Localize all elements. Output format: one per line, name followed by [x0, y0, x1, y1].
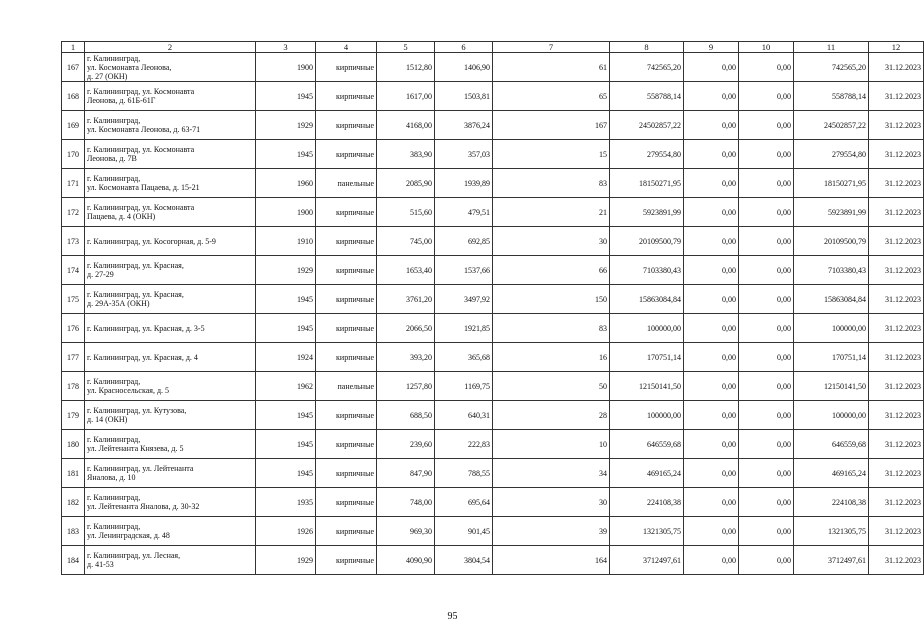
cost-total-cell: 3712497,61 — [610, 546, 684, 575]
living-area-cell: 640,31 — [435, 401, 493, 430]
column-number: 11 — [794, 42, 869, 53]
living-area-cell: 1921,85 — [435, 314, 493, 343]
cost-total-cell: 7103380,43 — [610, 256, 684, 285]
living-area-cell: 365,68 — [435, 343, 493, 372]
deadline-cell: 31.12.2023 — [869, 488, 924, 517]
residents-cell: 167 — [493, 111, 610, 140]
total-area-cell: 2085,90 — [377, 169, 435, 198]
total-area-cell: 1653,40 — [377, 256, 435, 285]
wall-material-cell: кирпичные — [316, 488, 377, 517]
wall-material-cell: кирпичные — [316, 82, 377, 111]
year-cell: 1929 — [256, 546, 316, 575]
cost-fund-cell: 0,00 — [684, 111, 739, 140]
total-area-cell: 3761,20 — [377, 285, 435, 314]
table-row — [62, 198, 924, 227]
residents-cell: 10 — [493, 430, 610, 459]
cost-owners-cell: 224108,38 — [794, 488, 869, 517]
cost-fund-cell: 0,00 — [684, 82, 739, 111]
living-area-cell: 1503,81 — [435, 82, 493, 111]
address-cell: г. Калининград, ул. Ленинградская, д. 48 — [85, 517, 256, 546]
residents-cell: 21 — [493, 198, 610, 227]
table-body — [62, 53, 924, 575]
cost-fund-cell: 0,00 — [684, 314, 739, 343]
deadline-cell: 31.12.2023 — [869, 546, 924, 575]
row-number: 180 — [62, 430, 85, 459]
living-area-cell: 222,83 — [435, 430, 493, 459]
table-row — [62, 517, 924, 546]
year-cell: 1945 — [256, 314, 316, 343]
table-row — [62, 430, 924, 459]
address-cell: г. Калининград, ул. Кутузова, д. 14 (ОКН) — [85, 401, 256, 430]
cost-total-cell: 20109500,79 — [610, 227, 684, 256]
wall-material-cell: кирпичные — [316, 256, 377, 285]
total-area-cell: 847,90 — [377, 459, 435, 488]
row-number: 182 — [62, 488, 85, 517]
deadline-cell: 31.12.2023 — [869, 343, 924, 372]
living-area-cell: 479,51 — [435, 198, 493, 227]
cost-owners-cell: 170751,14 — [794, 343, 869, 372]
address-cell: г. Калининград, ул. Лейтенанта Князева, д. 5 — [85, 430, 256, 459]
cost-fund-cell: 0,00 — [684, 227, 739, 256]
residents-cell: 50 — [493, 372, 610, 401]
deadline-cell: 31.12.2023 — [869, 169, 924, 198]
page-number: 95 — [447, 611, 458, 622]
cost-fund-cell: 0,00 — [684, 459, 739, 488]
cost-budget-cell: 0,00 — [739, 372, 794, 401]
table-row — [62, 285, 924, 314]
year-cell: 1929 — [256, 111, 316, 140]
cost-owners-cell: 646559,68 — [794, 430, 869, 459]
cost-budget-cell: 0,00 — [739, 256, 794, 285]
row-number: 174 — [62, 256, 85, 285]
year-cell: 1960 — [256, 169, 316, 198]
cost-owners-cell: 3712497,61 — [794, 546, 869, 575]
deadline-cell: 31.12.2023 — [869, 111, 924, 140]
deadline-cell: 31.12.2023 — [869, 256, 924, 285]
row-number: 173 — [62, 227, 85, 256]
deadline-cell: 31.12.2023 — [869, 53, 924, 82]
year-cell: 1945 — [256, 285, 316, 314]
cost-budget-cell: 0,00 — [739, 227, 794, 256]
table-row — [62, 256, 924, 285]
address-cell: г. Калининград, ул. Космонавта Пацаева, д. 4 (ОКН) — [85, 198, 256, 227]
year-cell: 1910 — [256, 227, 316, 256]
cost-budget-cell: 0,00 — [739, 517, 794, 546]
year-cell: 1945 — [256, 401, 316, 430]
year-cell: 1926 — [256, 517, 316, 546]
table-row — [62, 488, 924, 517]
cost-owners-cell: 100000,00 — [794, 401, 869, 430]
wall-material-cell: кирпичные — [316, 459, 377, 488]
total-area-cell: 1512,80 — [377, 53, 435, 82]
address-cell: г. Калининград, ул. Космонавта Леонова, д. 63-71 — [85, 111, 256, 140]
cost-budget-cell: 0,00 — [739, 82, 794, 111]
row-number: 172 — [62, 198, 85, 227]
cost-total-cell: 279554,80 — [610, 140, 684, 169]
row-number: 171 — [62, 169, 85, 198]
address-cell: г. Калининград, ул. Космонавта Леонова, д. 7В — [85, 140, 256, 169]
column-number: 10 — [739, 42, 794, 53]
residents-cell: 83 — [493, 314, 610, 343]
address-cell: г. Калининград, ул. Красносельская, д. 5 — [85, 372, 256, 401]
cost-fund-cell: 0,00 — [684, 488, 739, 517]
total-area-cell: 1617,00 — [377, 82, 435, 111]
column-number: 1 — [62, 42, 85, 53]
living-area-cell: 3876,24 — [435, 111, 493, 140]
cost-budget-cell: 0,00 — [739, 285, 794, 314]
cost-owners-cell: 100000,00 — [794, 314, 869, 343]
cost-total-cell: 558788,14 — [610, 82, 684, 111]
total-area-cell: 745,00 — [377, 227, 435, 256]
column-number: 7 — [493, 42, 610, 53]
total-area-cell: 688,50 — [377, 401, 435, 430]
cost-total-cell: 224108,38 — [610, 488, 684, 517]
deadline-cell: 31.12.2023 — [869, 140, 924, 169]
cost-fund-cell: 0,00 — [684, 546, 739, 575]
residents-cell: 39 — [493, 517, 610, 546]
year-cell: 1945 — [256, 140, 316, 169]
cost-owners-cell: 279554,80 — [794, 140, 869, 169]
cost-fund-cell: 0,00 — [684, 198, 739, 227]
column-number: 2 — [85, 42, 256, 53]
cost-budget-cell: 0,00 — [739, 314, 794, 343]
table-row — [62, 314, 924, 343]
table-row — [62, 401, 924, 430]
deadline-cell: 31.12.2023 — [869, 314, 924, 343]
column-number: 6 — [435, 42, 493, 53]
residents-cell: 65 — [493, 82, 610, 111]
residents-cell: 30 — [493, 488, 610, 517]
address-cell: г. Калининград, ул. Космонавта Леонова, д. 61Б-61Г — [85, 82, 256, 111]
table-row — [62, 111, 924, 140]
address-cell: г. Калининград, ул. Красная, д. 29А-35А (ОКН) — [85, 285, 256, 314]
living-area-cell: 695,64 — [435, 488, 493, 517]
total-area-cell: 2066,50 — [377, 314, 435, 343]
address-cell: г. Калининград, ул. Космонавта Леонова, д. 27 (ОКН) — [85, 53, 256, 82]
table-row — [62, 140, 924, 169]
cost-total-cell: 100000,00 — [610, 401, 684, 430]
address-cell: г. Калининград, ул. Красная, д. 4 — [85, 343, 256, 372]
wall-material-cell: кирпичные — [316, 227, 377, 256]
total-area-cell: 1257,80 — [377, 372, 435, 401]
cost-budget-cell: 0,00 — [739, 401, 794, 430]
cost-total-cell: 170751,14 — [610, 343, 684, 372]
table-row — [62, 459, 924, 488]
living-area-cell: 692,85 — [435, 227, 493, 256]
row-number: 168 — [62, 82, 85, 111]
total-area-cell: 239,60 — [377, 430, 435, 459]
row-number: 181 — [62, 459, 85, 488]
deadline-cell: 31.12.2023 — [869, 401, 924, 430]
living-area-cell: 788,55 — [435, 459, 493, 488]
residents-cell: 150 — [493, 285, 610, 314]
row-number: 184 — [62, 546, 85, 575]
year-cell: 1900 — [256, 53, 316, 82]
wall-material-cell: кирпичные — [316, 401, 377, 430]
cost-budget-cell: 0,00 — [739, 488, 794, 517]
cost-fund-cell: 0,00 — [684, 169, 739, 198]
cost-fund-cell: 0,00 — [684, 140, 739, 169]
wall-material-cell: кирпичные — [316, 285, 377, 314]
cost-total-cell: 24502857,22 — [610, 111, 684, 140]
wall-material-cell: кирпичные — [316, 517, 377, 546]
living-area-cell: 3497,92 — [435, 285, 493, 314]
row-number: 175 — [62, 285, 85, 314]
cost-budget-cell: 0,00 — [739, 459, 794, 488]
total-area-cell: 515,60 — [377, 198, 435, 227]
wall-material-cell: кирпичные — [316, 111, 377, 140]
wall-material-cell: кирпичные — [316, 343, 377, 372]
cost-total-cell: 646559,68 — [610, 430, 684, 459]
column-number: 8 — [610, 42, 684, 53]
column-number: 9 — [684, 42, 739, 53]
total-area-cell: 393,20 — [377, 343, 435, 372]
row-number: 169 — [62, 111, 85, 140]
housing-table — [61, 41, 924, 575]
living-area-cell: 1169,75 — [435, 372, 493, 401]
deadline-cell: 31.12.2023 — [869, 459, 924, 488]
cost-total-cell: 100000,00 — [610, 314, 684, 343]
cost-budget-cell: 0,00 — [739, 546, 794, 575]
cost-total-cell: 18150271,95 — [610, 169, 684, 198]
year-cell: 1945 — [256, 430, 316, 459]
column-number: 4 — [316, 42, 377, 53]
cost-owners-cell: 12150141,50 — [794, 372, 869, 401]
cost-owners-cell: 558788,14 — [794, 82, 869, 111]
living-area-cell: 357,03 — [435, 140, 493, 169]
cost-owners-cell: 7103380,43 — [794, 256, 869, 285]
year-cell: 1945 — [256, 82, 316, 111]
cost-budget-cell: 0,00 — [739, 169, 794, 198]
address-cell: г. Калининград, ул. Красная, д. 3-5 — [85, 314, 256, 343]
table-row — [62, 227, 924, 256]
total-area-cell: 4090,90 — [377, 546, 435, 575]
row-number: 170 — [62, 140, 85, 169]
cost-fund-cell: 0,00 — [684, 517, 739, 546]
residents-cell: 164 — [493, 546, 610, 575]
deadline-cell: 31.12.2023 — [869, 372, 924, 401]
wall-material-cell: панельные — [316, 169, 377, 198]
wall-material-cell: кирпичные — [316, 546, 377, 575]
row-number: 178 — [62, 372, 85, 401]
cost-total-cell: 742565,20 — [610, 53, 684, 82]
living-area-cell: 1939,89 — [435, 169, 493, 198]
table-row — [62, 169, 924, 198]
cost-total-cell: 1321305,75 — [610, 517, 684, 546]
cost-fund-cell: 0,00 — [684, 256, 739, 285]
year-cell: 1900 — [256, 198, 316, 227]
year-cell: 1935 — [256, 488, 316, 517]
living-area-cell: 1537,66 — [435, 256, 493, 285]
cost-fund-cell: 0,00 — [684, 430, 739, 459]
table-row — [62, 82, 924, 111]
residents-cell: 28 — [493, 401, 610, 430]
residents-cell: 15 — [493, 140, 610, 169]
wall-material-cell: кирпичные — [316, 53, 377, 82]
cost-fund-cell: 0,00 — [684, 285, 739, 314]
cost-total-cell: 5923891,99 — [610, 198, 684, 227]
cost-fund-cell: 0,00 — [684, 372, 739, 401]
row-number: 183 — [62, 517, 85, 546]
cost-owners-cell: 15863084,84 — [794, 285, 869, 314]
cost-owners-cell: 5923891,99 — [794, 198, 869, 227]
row-number: 179 — [62, 401, 85, 430]
table-row — [62, 53, 924, 82]
wall-material-cell: панельные — [316, 372, 377, 401]
year-cell: 1929 — [256, 256, 316, 285]
deadline-cell: 31.12.2023 — [869, 285, 924, 314]
year-cell: 1962 — [256, 372, 316, 401]
living-area-cell: 901,45 — [435, 517, 493, 546]
cost-owners-cell: 20109500,79 — [794, 227, 869, 256]
living-area-cell: 3804,54 — [435, 546, 493, 575]
cost-budget-cell: 0,00 — [739, 140, 794, 169]
cost-owners-cell: 742565,20 — [794, 53, 869, 82]
cost-owners-cell: 24502857,22 — [794, 111, 869, 140]
living-area-cell: 1406,90 — [435, 53, 493, 82]
address-cell: г. Калининград, ул. Космонавта Пацаева, д. 15-21 — [85, 169, 256, 198]
column-number: 3 — [256, 42, 316, 53]
address-cell: г. Калининград, ул. Лесная, д. 41-53 — [85, 546, 256, 575]
cost-budget-cell: 0,00 — [739, 111, 794, 140]
cost-owners-cell: 18150271,95 — [794, 169, 869, 198]
cost-fund-cell: 0,00 — [684, 53, 739, 82]
cost-total-cell: 15863084,84 — [610, 285, 684, 314]
cost-owners-cell: 469165,24 — [794, 459, 869, 488]
cost-owners-cell: 1321305,75 — [794, 517, 869, 546]
total-area-cell: 383,90 — [377, 140, 435, 169]
cost-total-cell: 469165,24 — [610, 459, 684, 488]
cost-fund-cell: 0,00 — [684, 401, 739, 430]
year-cell: 1945 — [256, 459, 316, 488]
wall-material-cell: кирпичные — [316, 314, 377, 343]
table-row — [62, 343, 924, 372]
residents-cell: 30 — [493, 227, 610, 256]
total-area-cell: 969,30 — [377, 517, 435, 546]
cost-total-cell: 12150141,50 — [610, 372, 684, 401]
cost-budget-cell: 0,00 — [739, 343, 794, 372]
cost-budget-cell: 0,00 — [739, 53, 794, 82]
column-number: 5 — [377, 42, 435, 53]
deadline-cell: 31.12.2023 — [869, 517, 924, 546]
total-area-cell: 748,00 — [377, 488, 435, 517]
address-cell: г. Калининград, ул. Красная, д. 27-29 — [85, 256, 256, 285]
wall-material-cell: кирпичные — [316, 430, 377, 459]
wall-material-cell: кирпичные — [316, 198, 377, 227]
cost-budget-cell: 0,00 — [739, 198, 794, 227]
residents-cell: 61 — [493, 53, 610, 82]
address-cell: г. Калининград, ул. Лейтенанта Яналова, д. 30-32 — [85, 488, 256, 517]
cost-budget-cell: 0,00 — [739, 430, 794, 459]
address-cell: г. Калининград, ул. Косогорная, д. 5-9 — [85, 227, 256, 256]
row-number: 177 — [62, 343, 85, 372]
column-number: 12 — [869, 42, 924, 53]
residents-cell: 66 — [493, 256, 610, 285]
deadline-cell: 31.12.2023 — [869, 198, 924, 227]
column-number-row — [62, 42, 924, 53]
year-cell: 1924 — [256, 343, 316, 372]
total-area-cell: 4168,00 — [377, 111, 435, 140]
deadline-cell: 31.12.2023 — [869, 82, 924, 111]
cost-fund-cell: 0,00 — [684, 343, 739, 372]
residents-cell: 34 — [493, 459, 610, 488]
residents-cell: 83 — [493, 169, 610, 198]
wall-material-cell: кирпичные — [316, 140, 377, 169]
residents-cell: 16 — [493, 343, 610, 372]
row-number: 176 — [62, 314, 85, 343]
address-cell: г. Калининград, ул. Лейтенанта Яналова, д. 10 — [85, 459, 256, 488]
table-row — [62, 372, 924, 401]
row-number: 167 — [62, 53, 85, 82]
deadline-cell: 31.12.2023 — [869, 430, 924, 459]
deadline-cell: 31.12.2023 — [869, 227, 924, 256]
table-row — [62, 546, 924, 575]
